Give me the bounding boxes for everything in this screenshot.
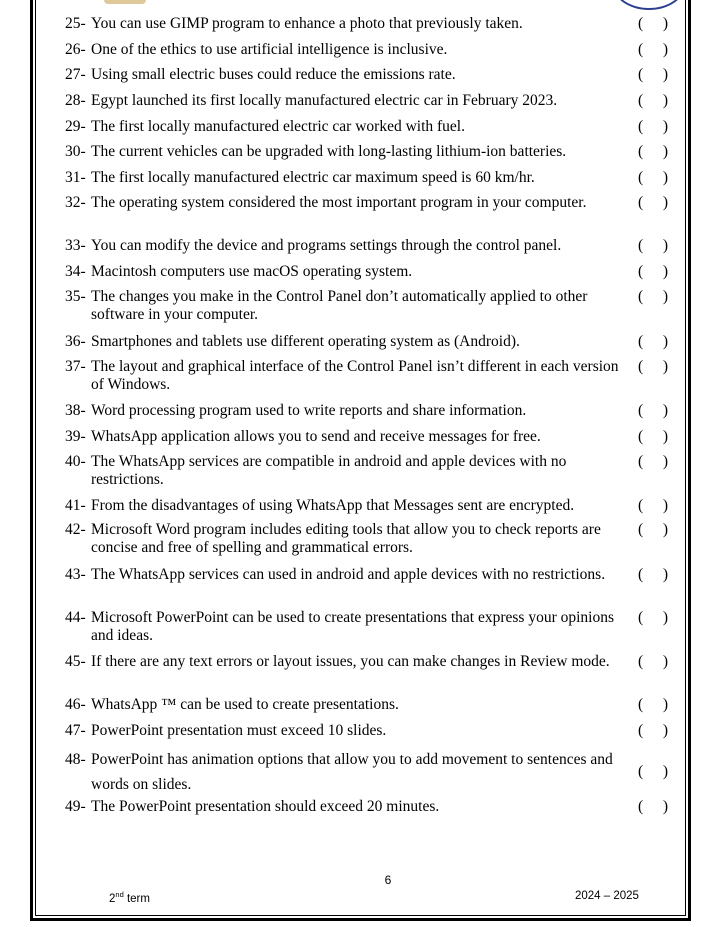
- question-item: [65, 288, 685, 324]
- answer-close-paren: ): [662, 798, 668, 815]
- question-text: WhatsApp ™ can be used to create presentations.: [91, 696, 399, 713]
- answer-close-paren: ): [662, 402, 668, 419]
- question-number: 44-: [65, 609, 86, 626]
- term-word: term: [126, 892, 150, 905]
- question-number: 29-: [65, 118, 86, 135]
- answer-close-paren: ): [662, 453, 668, 470]
- question-text: The WhatsApp services are compatible in android and apple devices with no restrictions.: [91, 453, 567, 488]
- question-text: The PowerPoint presentation should exceed 20 minutes.: [91, 798, 440, 815]
- question-text: The current vehicles can be upgraded with long-lasting lithium-ion batteries.: [91, 143, 567, 160]
- answer-open-paren: (: [638, 722, 644, 739]
- question-item: [65, 194, 685, 212]
- question-number: 27-: [65, 66, 86, 83]
- question-item: [65, 747, 685, 797]
- answer-close-paren: ): [662, 566, 668, 583]
- question-text: Macintosh computers use macOS operating system.: [91, 263, 413, 280]
- question-item: [65, 143, 685, 161]
- answer-blank[interactable]: [638, 143, 668, 161]
- answer-blank[interactable]: [638, 169, 668, 187]
- answer-blank[interactable]: [638, 453, 668, 471]
- question-number: 37-: [65, 358, 86, 375]
- answer-blank[interactable]: [638, 288, 668, 306]
- answer-blank[interactable]: [638, 428, 668, 446]
- answer-open-paren: (: [638, 428, 644, 445]
- answer-blank[interactable]: [638, 722, 668, 740]
- answer-open-paren: (: [638, 92, 644, 109]
- question-text: The first locally manufactured electric car worked with fuel.: [91, 118, 465, 135]
- answer-blank[interactable]: [638, 263, 668, 281]
- question-item: [65, 722, 685, 740]
- question-item: [65, 609, 685, 645]
- question-number: 48-: [65, 751, 86, 768]
- answer-blank[interactable]: [638, 66, 668, 84]
- question-number: 43-: [65, 566, 86, 583]
- answer-open-paren: (: [638, 402, 644, 419]
- question-item: [65, 118, 685, 136]
- answer-blank[interactable]: [638, 402, 668, 420]
- answer-blank[interactable]: [638, 92, 668, 110]
- answer-close-paren: ): [662, 118, 668, 135]
- answer-close-paren: ): [662, 609, 668, 626]
- question-text: Egypt launched its first locally manufactured electric car in February 2023.: [91, 92, 558, 109]
- answer-blank[interactable]: [638, 609, 668, 627]
- answer-close-paren: ): [662, 653, 668, 670]
- question-number: 41-: [65, 497, 86, 514]
- answer-open-paren: (: [638, 358, 644, 375]
- question-number: 45-: [65, 653, 86, 670]
- question-item: [65, 566, 685, 584]
- question-item: [65, 237, 685, 255]
- school-year: 2024 – 2025: [575, 890, 639, 902]
- answer-close-paren: ): [662, 169, 668, 186]
- answer-blank[interactable]: [638, 118, 668, 136]
- answer-open-paren: (: [638, 118, 644, 135]
- answer-close-paren: ): [662, 763, 668, 780]
- answer-open-paren: (: [638, 237, 644, 254]
- answer-close-paren: ): [662, 428, 668, 445]
- school-logo-fragment: [104, 0, 146, 4]
- answer-open-paren: (: [638, 169, 644, 186]
- answer-close-paren: ): [662, 497, 668, 514]
- answer-open-paren: (: [638, 453, 644, 470]
- term-number: 2: [109, 892, 116, 905]
- question-text: Microsoft Word program includes editing tools that allow you to check reports are concise and free of spelling and grammatical errors.: [91, 521, 601, 556]
- answer-open-paren: (: [638, 696, 644, 713]
- question-item: [65, 66, 685, 84]
- question-item: [65, 402, 685, 420]
- question-text: The WhatsApp services can used in android and apple devices with no restrictions.: [91, 566, 606, 583]
- question-item: [65, 497, 685, 515]
- answer-close-paren: ): [662, 333, 668, 350]
- answer-blank[interactable]: [638, 333, 668, 351]
- question-text: From the disadvantages of using WhatsApp that Messages sent are encrypted.: [91, 497, 575, 514]
- question-text: Smartphones and tablets use different operating system as (Android).: [91, 333, 520, 350]
- question-item: [65, 453, 685, 489]
- answer-blank[interactable]: [638, 759, 668, 784]
- answer-close-paren: ): [662, 143, 668, 160]
- answer-close-paren: ): [662, 288, 668, 305]
- page-number: 6: [384, 873, 392, 887]
- answer-open-paren: (: [638, 66, 644, 83]
- answer-open-paren: (: [638, 194, 644, 211]
- answer-close-paren: ): [662, 194, 668, 211]
- question-number: 30-: [65, 143, 86, 160]
- answer-open-paren: (: [638, 143, 644, 160]
- answer-blank[interactable]: [638, 358, 668, 376]
- question-item: [65, 41, 685, 59]
- question-text: You can modify the device and programs settings through the control panel.: [91, 237, 562, 254]
- answer-close-paren: ): [662, 41, 668, 58]
- answer-blank[interactable]: [638, 497, 668, 515]
- question-item: [65, 358, 685, 394]
- question-number: 38-: [65, 402, 86, 419]
- question-text: Word processing program used to write reports and share information.: [91, 402, 527, 419]
- term-suffix: nd: [115, 890, 124, 899]
- question-number: 28-: [65, 92, 86, 109]
- answer-close-paren: ): [662, 15, 668, 32]
- question-number: 49-: [65, 798, 86, 815]
- question-item: [65, 169, 685, 187]
- answer-blank[interactable]: [638, 15, 668, 33]
- question-text: Using small electric buses could reduce the emissions rate.: [91, 66, 456, 83]
- answer-open-paren: (: [638, 521, 644, 538]
- question-number: 42-: [65, 521, 86, 538]
- answer-open-paren: (: [638, 263, 644, 280]
- answer-blank[interactable]: [638, 696, 668, 714]
- answer-open-paren: (: [638, 333, 644, 350]
- question-text: The changes you make in the Control Panel don’t automatically applied to other software in your computer.: [91, 288, 588, 323]
- answer-open-paren: (: [638, 798, 644, 815]
- answer-close-paren: ): [662, 237, 668, 254]
- answer-blank[interactable]: [638, 194, 668, 212]
- answer-close-paren: ): [662, 358, 668, 375]
- question-item: [65, 653, 685, 671]
- answer-close-paren: ): [662, 66, 668, 83]
- question-text: You can use GIMP program to enhance a photo that previously taken.: [91, 15, 523, 32]
- answer-blank[interactable]: [638, 521, 668, 539]
- question-text: PowerPoint presentation must exceed 10 slides.: [91, 722, 387, 739]
- answer-close-paren: ): [662, 521, 668, 538]
- question-item: [65, 92, 685, 110]
- question-item: [65, 15, 685, 33]
- answer-blank[interactable]: [638, 653, 668, 671]
- question-item: [65, 798, 685, 816]
- answer-open-paren: (: [638, 566, 644, 583]
- answer-open-paren: (: [638, 288, 644, 305]
- answer-blank[interactable]: [638, 41, 668, 59]
- question-number: 35-: [65, 288, 86, 305]
- answer-blank[interactable]: [638, 566, 668, 584]
- question-number: 25-: [65, 15, 86, 32]
- answer-open-paren: (: [638, 497, 644, 514]
- answer-blank[interactable]: [638, 798, 668, 816]
- question-item: [65, 696, 685, 714]
- answer-open-paren: (: [638, 763, 644, 780]
- question-item: [65, 428, 685, 446]
- question-number: 32-: [65, 194, 86, 211]
- question-number: 26-: [65, 41, 86, 58]
- question-text: PowerPoint has animation options that allow you to add movement to sentences and words on slides.: [91, 751, 613, 793]
- answer-open-paren: (: [638, 609, 644, 626]
- question-number: 31-: [65, 169, 86, 186]
- question-number: 40-: [65, 453, 86, 470]
- question-number: 47-: [65, 722, 86, 739]
- question-text: The first locally manufactured electric car maximum speed is 60 km/hr.: [91, 169, 535, 186]
- answer-open-paren: (: [638, 653, 644, 670]
- question-text: Microsoft PowerPoint can be used to create presentations that express your opinions and ideas.: [91, 609, 615, 644]
- question-number: 33-: [65, 237, 86, 254]
- answer-open-paren: (: [638, 41, 644, 58]
- question-number: 34-: [65, 263, 86, 280]
- question-text: If there are any text errors or layout issues, you can make changes in Review mode.: [91, 653, 610, 670]
- answer-open-paren: (: [638, 15, 644, 32]
- question-text: One of the ethics to use artificial intelligence is inclusive.: [91, 41, 448, 58]
- answer-close-paren: ): [662, 263, 668, 280]
- question-number: 36-: [65, 333, 86, 350]
- answer-close-paren: ): [662, 92, 668, 109]
- term-label: [109, 890, 150, 905]
- question-number: 46-: [65, 696, 86, 713]
- question-text: The operating system considered the most important program in your computer.: [91, 194, 587, 211]
- question-text: WhatsApp application allows you to send and receive messages for free.: [91, 428, 541, 445]
- answer-blank[interactable]: [638, 237, 668, 255]
- answer-close-paren: ): [662, 722, 668, 739]
- question-number: 39-: [65, 428, 86, 445]
- question-item: [65, 333, 685, 351]
- question-item: [65, 263, 685, 281]
- question-text: The layout and graphical interface of the Control Panel isn’t different in each version of Windows.: [91, 358, 619, 393]
- question-item: [65, 521, 685, 557]
- answer-close-paren: ): [662, 696, 668, 713]
